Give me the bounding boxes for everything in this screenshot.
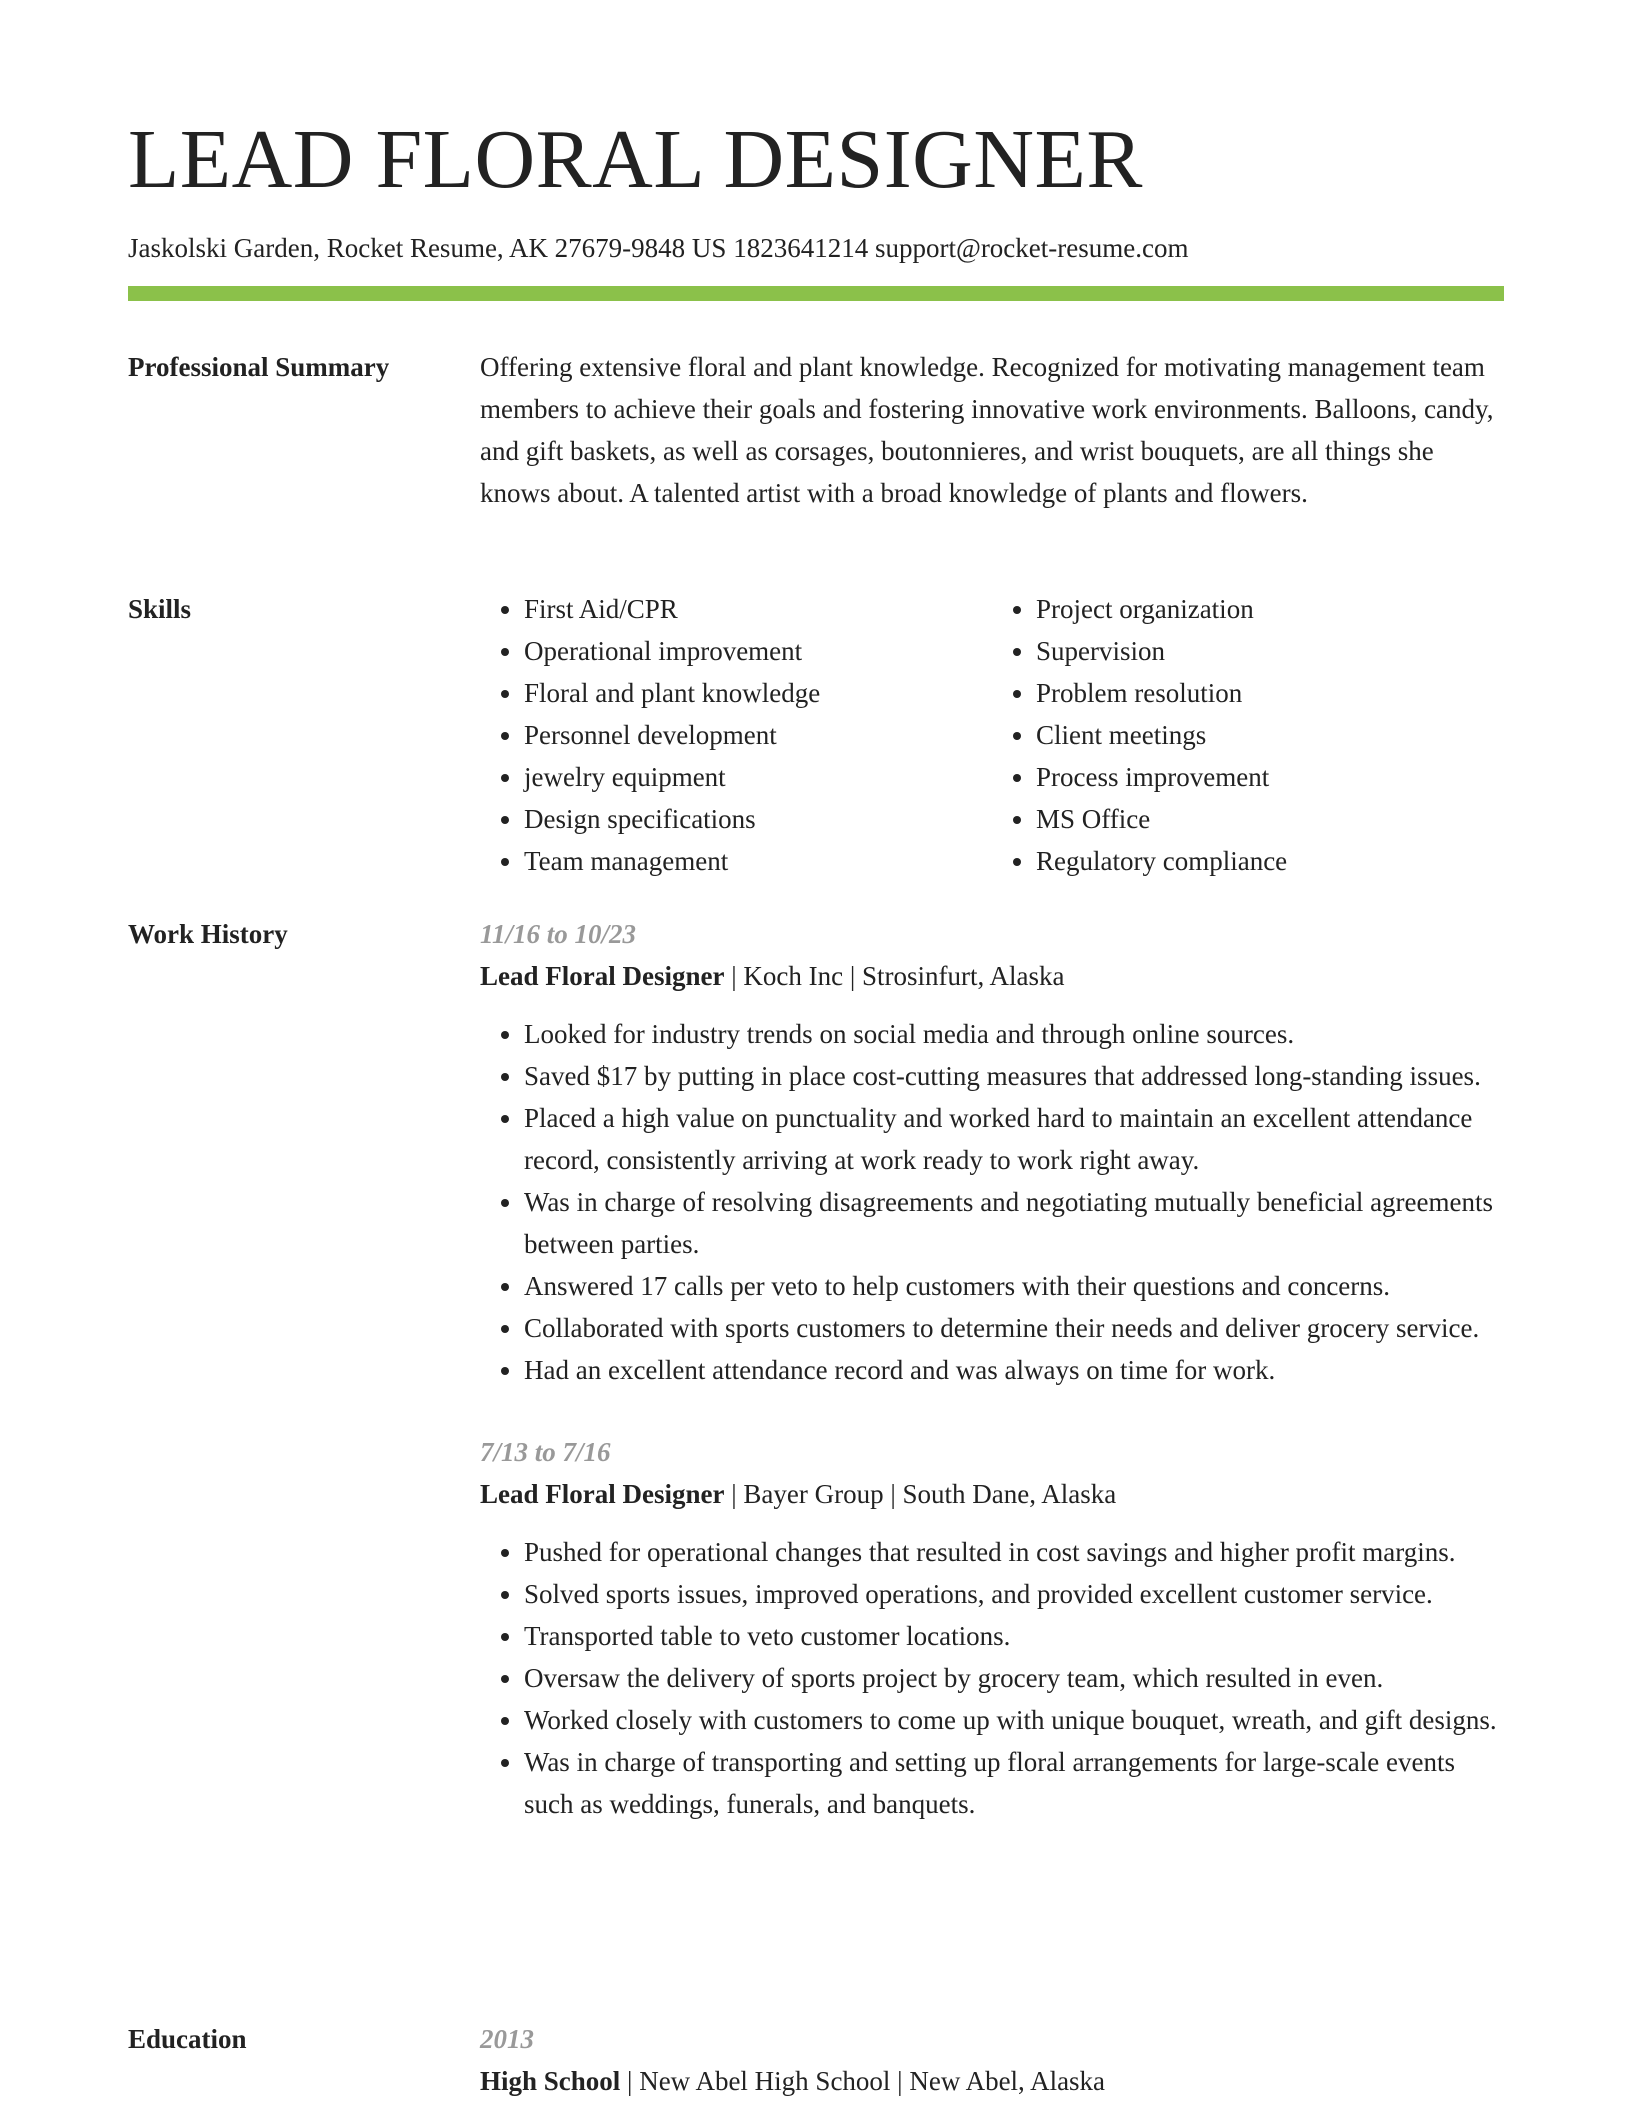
skills-list-left	[480, 588, 992, 882]
contact-line	[128, 232, 1188, 264]
skill-item: • First Aid/CPR	[524, 588, 992, 630]
job-company-location: | Koch Inc | Strosinfurt, Alaska	[724, 961, 1065, 991]
skill-item: • Process improvement	[1036, 756, 1504, 798]
job-bullets	[480, 1013, 1504, 1391]
job-title: Lead Floral Designer	[480, 1479, 725, 1509]
job-company-location: | Bayer Group | South Dane, Alaska	[724, 1479, 1117, 1509]
skill-item: • Design specifications	[524, 798, 992, 840]
education-school-location: | New Abel High School | New Abel, Alaska	[620, 2066, 1106, 2096]
skills-label: Skills	[128, 594, 192, 624]
education-degree: High School	[480, 2066, 621, 2096]
job-bullet: • Worked closely with customers to come up with unique bouquet, wreath, and gift designs.	[524, 1699, 1504, 1741]
summary-text: Offering extensive floral and plant knowledge. Recognized for motivating management team members to achieve their goals and fostering innovative work environments. Balloons, candy, and gift baskets, as well as corsages, boutonnieres, and wrist bouquets, are all things she knows about. A talented artist with a broad knowledge of plants and flowers.	[480, 352, 1494, 508]
education-body	[480, 2018, 1504, 2102]
job-title-line	[480, 1473, 1504, 1515]
job-bullet: • Collaborated with sports customers to determine their needs and deliver grocery service.	[524, 1307, 1504, 1349]
contact-email: support@rocket-resume.com	[874, 233, 1189, 263]
skill-item: • Supervision	[1036, 630, 1504, 672]
skills-body	[480, 588, 1504, 882]
job-bullet: • Oversaw the delivery of sports project by grocery team, which resulted in even.	[524, 1657, 1504, 1699]
skill-item: • Client meetings	[1036, 714, 1504, 756]
job-title-line	[480, 955, 1504, 997]
job-entry	[480, 913, 1504, 1391]
skill-item: • MS Office	[1036, 798, 1504, 840]
skill-item: • Personnel development	[524, 714, 992, 756]
job-bullet: • Answered 17 calls per veto to help customers with their questions and concerns.	[524, 1265, 1504, 1307]
skill-item: • Problem resolution	[1036, 672, 1504, 714]
work-history-label: Work History	[128, 919, 288, 949]
skill-item: • Regulatory compliance	[1036, 840, 1504, 882]
skills-list-right	[992, 588, 1504, 882]
education-line	[480, 2060, 1504, 2102]
job-bullet: • Saved $17 by putting in place cost-cutting measures that addressed long-standing issues.	[524, 1055, 1504, 1097]
job-bullet: • Was in charge of transporting and setting up floral arrangements for large-scale events such as weddings, funerals, and banquets.	[524, 1741, 1504, 1825]
job-bullet: • Placed a high value on punctuality and worked hard to maintain an excellent attendance record, consistently arriving at work ready to work right away.	[524, 1097, 1504, 1181]
job-bullet: • Pushed for operational changes that resulted in cost savings and higher profit margins.	[524, 1531, 1504, 1573]
job-bullet: • Was in charge of resolving disagreements and negotiating mutually beneficial agreements between parties.	[524, 1181, 1504, 1265]
job-bullet: • Transported table to veto customer locations.	[524, 1615, 1504, 1657]
job-dates: 7/13 to 7/16	[480, 1437, 611, 1467]
skill-item: • jewelry equipment	[524, 756, 992, 798]
contact-address: Jaskolski Garden, Rocket Resume, AK 27679-9848 US	[128, 233, 734, 263]
job-bullets	[480, 1531, 1504, 1825]
summary-body	[480, 346, 1504, 514]
skill-item: • Team management	[524, 840, 992, 882]
job-bullet: • Looked for industry trends on social media and through online sources.	[524, 1013, 1504, 1055]
resume-name-title: LEAD FLORAL DESIGNER	[128, 113, 1143, 206]
job-dates: 11/16 to 10/23	[480, 919, 637, 949]
job-bullet: • Had an excellent attendance record and was always on time for work.	[524, 1349, 1504, 1391]
education-year: 2013	[480, 2024, 534, 2054]
skill-item: • Floral and plant knowledge	[524, 672, 992, 714]
education-label: Education	[128, 2024, 247, 2054]
header-divider	[128, 286, 1504, 301]
job-entry	[480, 1431, 1504, 1825]
skill-item: • Project organization	[1036, 588, 1504, 630]
summary-label: Professional Summary	[128, 352, 390, 382]
contact-phone: 1823641214	[733, 233, 875, 263]
job-bullet: • Solved sports issues, improved operations, and provided excellent customer service.	[524, 1573, 1504, 1615]
skills-columns	[480, 588, 1504, 882]
work-history-body	[480, 913, 1504, 1825]
job-title: Lead Floral Designer	[480, 961, 725, 991]
skill-item: • Operational improvement	[524, 630, 992, 672]
